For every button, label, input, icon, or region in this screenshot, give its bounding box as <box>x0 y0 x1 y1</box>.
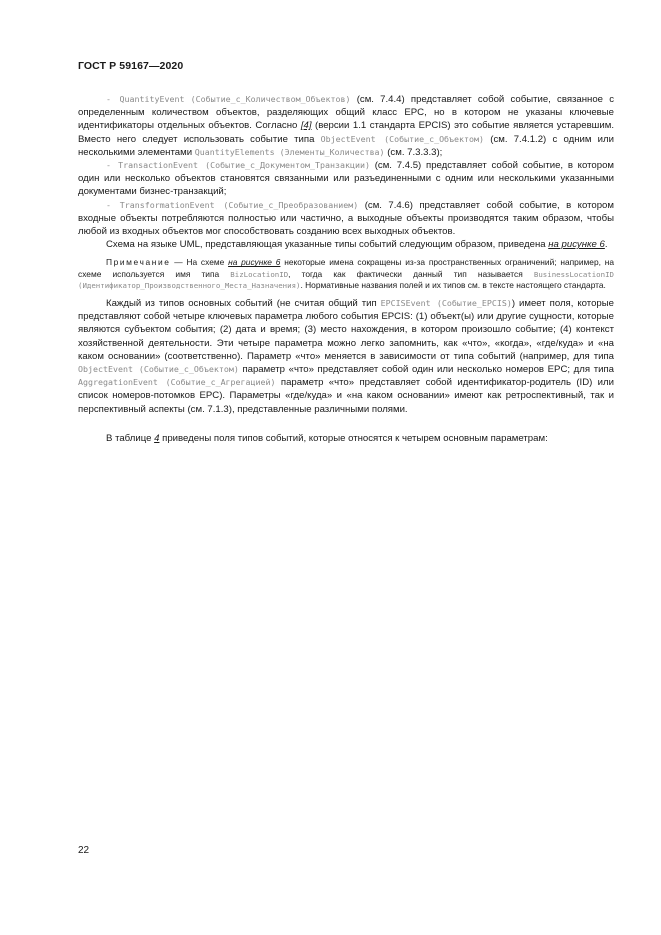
note-label: Примечание <box>106 257 171 268</box>
paragraph-transformation-event <box>78 199 614 239</box>
paragraph-spacer <box>78 416 614 432</box>
text: , тогда как фактически данный тип называется <box>288 268 534 279</box>
bullet-dash: - <box>106 160 119 171</box>
text: (см. 7.4.4) представляет собой событие, связанное с определенным количеством объектов, разделяющих общий класс EPC, но в котором не указаны ключевые идентификаторы отдельных объектов. Согласно <box>78 94 615 132</box>
text: Схема на языке UML, представляющая указанные типы событий следующим образом, приведена <box>106 239 549 251</box>
bullet-dash: - <box>106 94 120 104</box>
paragraph-quantity-event <box>78 93 614 159</box>
text: — На схеме <box>170 257 229 268</box>
code-biz-location-id: BizLocationID <box>230 269 289 279</box>
text: . Нормативные названия полей и их типов см. в тексте настоящего стандарта. <box>300 279 606 290</box>
text: . <box>604 239 608 251</box>
code-object-event: ObjectEvent (Событие_с_Объектом) <box>78 364 239 375</box>
text: В таблице <box>106 432 155 444</box>
code-transformation-event: TransformationEvent (Событие_с_Преобразованием) <box>119 199 359 210</box>
table-reference-link[interactable]: 4 <box>154 432 160 444</box>
text: (см. 7.4.6) представляет собой событие, в котором входные объекты потребляются полностью или частично, а выходные объекты производятся таким образом, чтобы любой из входных объектов мог способствовать созданию всех выходных объектов. <box>78 199 614 238</box>
code-aggregation-event: AggregationEvent (Событие_с_Агрегацией) <box>78 377 276 388</box>
text: (версии 1.1 стандарта EPCIS) это событие является устаревшим. Вместо него следует использовать событие типа <box>78 120 614 145</box>
code-quantity-elements: QuantityElements (Элементы_Количества) <box>194 146 385 157</box>
text: некоторые имена сокращены из-за пространственных ограничений; например, на схеме используется имя типа <box>78 257 614 279</box>
text: (см. 7.4.1.2) с одним или несколькими элементами <box>78 133 614 158</box>
figure-reference-link[interactable]: на рисунке 6 <box>228 257 281 268</box>
document-header: ГОСТ Р 59167—2020 <box>78 60 184 72</box>
paragraph-table-intro <box>78 432 614 445</box>
code-business-location-id: BusinessLocationID (Идентификатор_Производственного_Места_Назначения) <box>78 269 614 290</box>
paragraph-uml-scheme <box>78 238 614 251</box>
page-number: 22 <box>78 845 90 856</box>
text: параметр «что» представляет собой идентификатор-родитель (ID) или список номеров-потомков EPC). Параметры «где/куда» и «на каком основании» имеют как ретроспективный, так и перспективный аспекты (см. 7.1.3), представленные различными полями. <box>78 377 614 415</box>
code-transaction-event: TransactionEvent (Событие_с_Документом_Транзакции) <box>118 160 370 171</box>
paragraph-transaction-event <box>78 159 614 199</box>
text: параметр «что» представляет собой один или несколько номеров EPC; для типа <box>238 364 614 376</box>
reference-link[interactable]: [4] <box>300 120 312 132</box>
text: Каждый из типов основных событий (не считая общий тип <box>106 298 381 310</box>
figure-reference-link[interactable]: на рисунке 6 <box>548 239 605 251</box>
document-body <box>78 93 614 445</box>
text: (см. 7.4.5) представляет собой событие, в котором один или несколько объектов становятся связанными или разъединенными с одним или несколькими указанными документами бизнес-транзакций; <box>78 160 614 198</box>
note-paragraph <box>78 257 614 291</box>
code-object-event: ObjectEvent (Событие_с_Объектом) <box>320 133 485 144</box>
code-quantity-event-ru: (Событие_с_Количеством_Объектов) <box>190 94 351 104</box>
paragraph-key-parameters <box>78 297 614 416</box>
text: приведены поля типов событий, которые относятся к четырем основным параметрам: <box>159 432 548 444</box>
text: (см. 7.3.3.3); <box>384 146 443 158</box>
bullet-dash: - <box>106 199 120 210</box>
code-epcis-event: EPCISEvent (Событие_EPCIS) <box>380 298 512 309</box>
text: ) имеет поля, которые представляют собой четыре ключевых параметра любого события EPCIS: (1) объект(ы) или другие сущности, которые являются субъектом события; (2) дата и время; (3) место нахождения, в котором произошло событие; (4) контекст хозяйственной деятельности. Эти четыре параметра можно легко запомнить, как «что», «когда», «где/куда» и «на каком основании» (соответственно). Параметр «что» меняется в зависимости от типа событий (например, для типа <box>78 298 615 362</box>
code-quantity-event: QuantityEvent <box>119 94 185 104</box>
